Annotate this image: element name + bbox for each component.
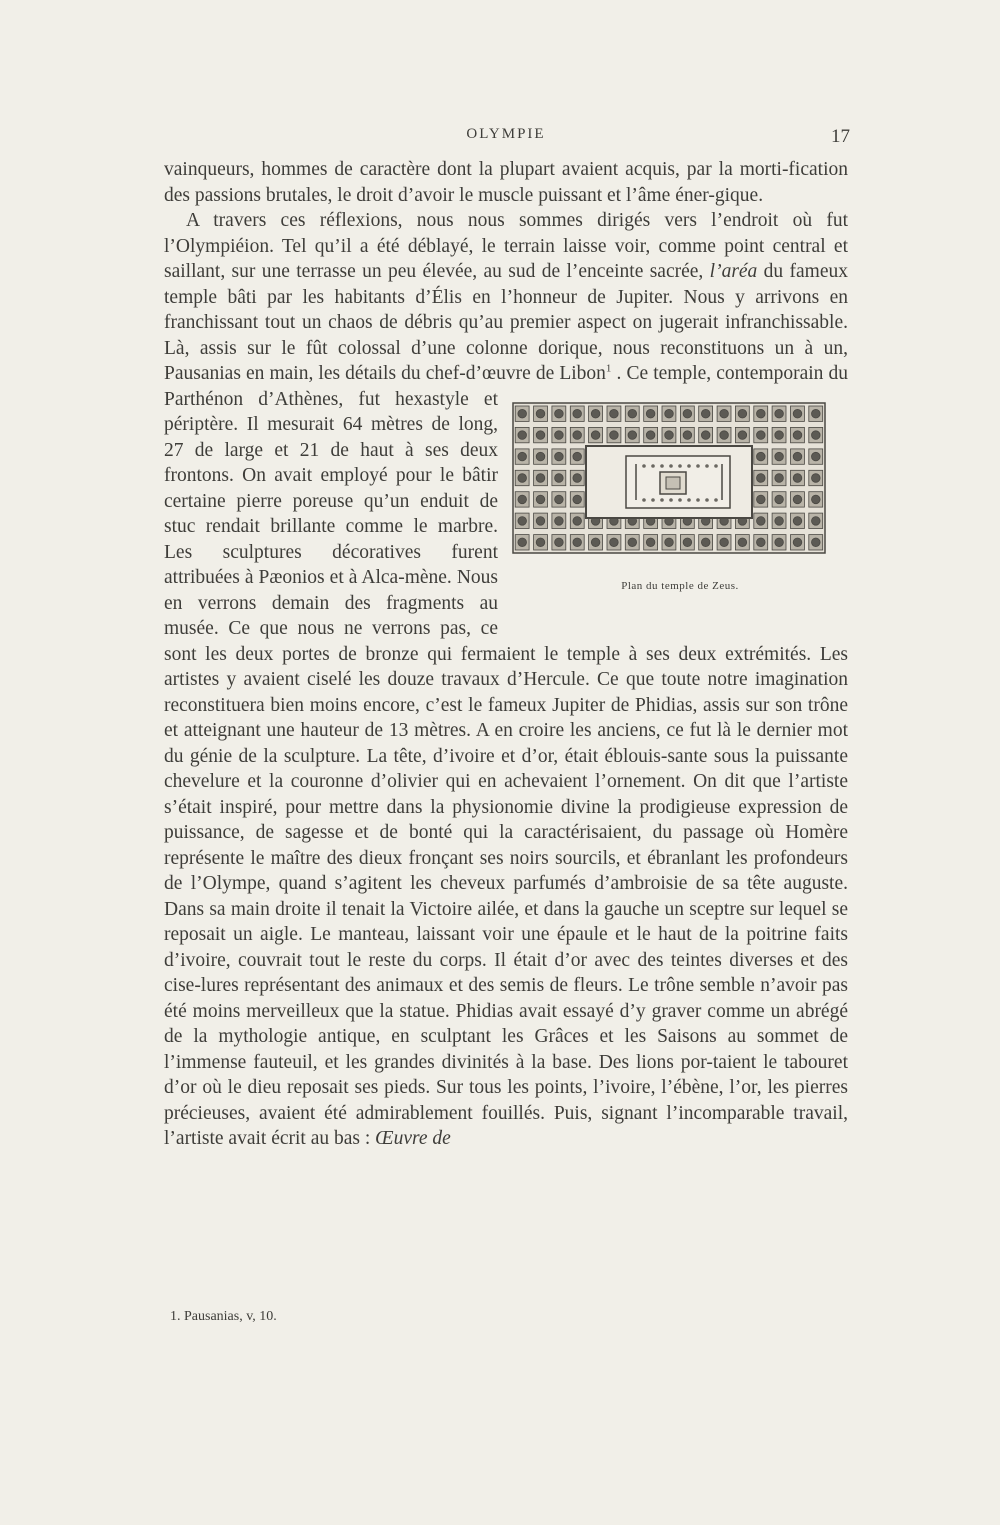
plan-column-dot — [738, 430, 747, 439]
plan-inner-column — [714, 498, 718, 502]
page-number: 17 — [831, 126, 850, 147]
plan-column-dot — [610, 538, 619, 547]
plan-column-dot — [536, 473, 545, 482]
plan-column-dot — [573, 473, 582, 482]
plan-column-dot — [518, 495, 527, 504]
plan-column-dot — [812, 538, 821, 547]
footnote-ref: 1 — [605, 362, 612, 375]
plan-column-dot — [793, 409, 802, 418]
plan-inner-column — [696, 464, 700, 468]
plan-column-dot — [793, 495, 802, 504]
plan-column-dot — [536, 452, 545, 461]
plan-column-dot — [757, 409, 766, 418]
plan-column-dot — [518, 473, 527, 482]
plan-column-dot — [628, 409, 637, 418]
paragraph-2-part-b: du fameux temple bâti par les habitants d’Élis en l’honneur de Jupiter. Nous y arrivons en franchissant tout un chaos de débris qu’au premier aspect on jugerait infranchissable. Là, assis sur le fût colossal d’une colonne dorique, nous reconstituons un à un, Pausanias en main, les détails du chef-d’œuvre de Libon — [164, 261, 848, 384]
plan-column-dot — [793, 516, 802, 525]
plan-column-dot — [555, 473, 564, 482]
plan-column-dot — [536, 538, 545, 547]
plan-inner-column — [660, 464, 664, 468]
plan-column-dot — [793, 473, 802, 482]
plan-column-dot — [775, 516, 784, 525]
plan-column-dot — [555, 495, 564, 504]
plan-column-dot — [757, 452, 766, 461]
plan-column-dot — [812, 516, 821, 525]
footnote: 1. Pausanias, v, 10. — [170, 1309, 277, 1324]
plan-column-dot — [610, 430, 619, 439]
temple-plan-figure — [512, 402, 848, 634]
plan-column-dot — [775, 430, 784, 439]
plan-column-dot — [628, 430, 637, 439]
plan-column-dot — [646, 409, 655, 418]
plan-column-dot — [610, 409, 619, 418]
plan-column-dot — [665, 409, 674, 418]
paragraph-2-part-c: . Ce temple, contemporain du Parthénon d’Athènes, fut hexastyle et périptère. Il mesurait 64 mètres de long, 27 de large et 21 de haut à ses deux frontons. On avait employé pour le bâtir certaine pierre poreuse qu’un enduit de stuc rendait brillante comme le marbre. Les sculptures décoratives furent attribuées à Pæonios et à Alca-mène. Nous en verrons demain des fragments au musée. Ce que nous ne verrons pas, ce sont les deux portes de bronze qui fermaient le temple à ses deux extrémités. Les artistes y avaient ciselé les douze travaux d’Hercule. Ce que toute notre imagination reconstituera bien moins encore, c’est le fameux Jupiter de Phidias, assis sur son trône et atteignant une hauteur de 13 mètres. A en croire les anciens, ce fut là le dernier mot du génie de la sculpture. La tête, d’ivoire et d’or, était éblouis-sante sous la puissante chevelure et la couronne d’olivier qui en achevaient l’ornement. On dit que l’artiste s’était inspiré, pour mettre dans la physionomie divine la prodigieuse expression de puissance, de sagesse et de bonté qui la caractérisaient, du passage où Homère représente le maître des dieux fronçant ses noirs sourcils, et ébranlant les profondeurs de l’Olympe, quand s’agitent les cheveux parfumés d’ambroisie de sa tête auguste. Dans sa main droite il tenait la Victoire ailée, et dans la gauche un sceptre sur lequel se reposait un aigle. Le manteau, laissant voir une épaule et le haut de la poitrine faits d’ivoire, couvrait tout le reste du corps. Il était d’or avec des teintes diverses et des cise-lures représentant des animaux et des semis de fleurs. Le trône semble n’avoir pas été moins merveilleux que la statue. Phidias avait essayé d’y graver comme un abrégé de la mythologie antique, en sculptant les Grâces et les Saisons au sommet de l’immense fauteuil, et les grandes divinités à la base. Des lions por-taient le tabouret d’or où le dieu reposait ses pieds. Sur tous les points, l’ivoire, l’ébène, l’or, les pierres précieuses, avaient été admirablement fouillés. Puis, signant l’incomparable travail, l’artiste avait écrit au bas : — [164, 363, 849, 1149]
plan-column-dot — [757, 430, 766, 439]
plan-column-dot — [573, 538, 582, 547]
plan-column-dot — [573, 409, 582, 418]
plan-inner-column — [678, 498, 682, 502]
plan-inner-column — [642, 498, 646, 502]
plan-column-dot — [518, 452, 527, 461]
plan-column-dot — [757, 538, 766, 547]
plan-column-dot — [812, 430, 821, 439]
plan-column-dot — [775, 538, 784, 547]
plan-column-dot — [518, 409, 527, 418]
plan-column-dot — [518, 516, 527, 525]
plan-column-dot — [555, 430, 564, 439]
plan-column-dot — [536, 516, 545, 525]
plan-column-dot — [757, 516, 766, 525]
plan-column-dot — [775, 495, 784, 504]
paragraph-2-part-a: A travers ces réflexions, nous nous sommes dirigés vers l’endroit où fut l’Olympiéion. Tel qu’il a été déblayé, le terrain laisse voir, comme point central et saillant, sur une terrasse un peu élevée, au sud de l’enceinte sacrée, — [164, 210, 848, 282]
plan-column-dot — [555, 516, 564, 525]
plan-column-dot — [665, 538, 674, 547]
plan-inner-column — [687, 498, 691, 502]
plan-inner-column — [669, 498, 673, 502]
paragraph-2 — [164, 208, 848, 1152]
plan-inner-column — [678, 464, 682, 468]
plan-column-dot — [683, 538, 692, 547]
figure-caption: Plan du temple de Zeus. — [621, 579, 739, 592]
plan-column-dot — [573, 495, 582, 504]
plan-column-dot — [738, 409, 747, 418]
plan-column-dot — [720, 430, 729, 439]
plan-column-dot — [775, 473, 784, 482]
plan-column-dot — [793, 430, 802, 439]
temple-plan-illustration — [512, 402, 826, 554]
plan-column-dot — [536, 495, 545, 504]
plan-column-dot — [536, 430, 545, 439]
main-text — [164, 157, 848, 1152]
plan-inner-column — [705, 498, 709, 502]
plan-column-dot — [701, 538, 710, 547]
plan-column-dot — [628, 538, 637, 547]
plan-inner-column — [651, 498, 655, 502]
plan-column-dot — [701, 430, 710, 439]
plan-column-dot — [555, 452, 564, 461]
plan-inner-column — [651, 464, 655, 468]
plan-column-dot — [775, 409, 784, 418]
plan-inner-column — [705, 464, 709, 468]
plan-column-dot — [646, 538, 655, 547]
plan-column-dot — [720, 409, 729, 418]
running-head — [164, 122, 848, 146]
plan-column-dot — [775, 452, 784, 461]
plan-column-dot — [591, 430, 600, 439]
plan-column-dot — [518, 538, 527, 547]
plan-column-dot — [793, 452, 802, 461]
plan-inner-column — [696, 498, 700, 502]
plan-column-dot — [720, 538, 729, 547]
plan-inner-column — [660, 498, 664, 502]
plan-column-dot — [665, 430, 674, 439]
plan-column-dot — [573, 516, 582, 525]
plan-column-dot — [757, 473, 766, 482]
plan-column-dot — [812, 452, 821, 461]
plan-inner-column — [642, 464, 646, 468]
plan-column-dot — [555, 538, 564, 547]
plan-column-dot — [573, 430, 582, 439]
paragraph-1: vainqueurs, hommes de caractère dont la plupart avaient acquis, par la morti-fication des passions brutales, le droit d’avoir le muscle puissant et l’âme éner-gique. — [164, 159, 848, 206]
area-term: l’aréa — [709, 261, 758, 282]
plan-column-dot — [812, 495, 821, 504]
plan-column-dot — [793, 538, 802, 547]
plan-column-dot — [591, 409, 600, 418]
paragraph-2-end-italic: Œuvre de — [375, 1128, 451, 1149]
plan-inner-column — [669, 464, 673, 468]
plan-column-dot — [646, 430, 655, 439]
plan-column-dot — [812, 473, 821, 482]
running-title: OLYMPIE — [466, 126, 546, 142]
plan-inner-column — [687, 464, 691, 468]
plan-column-dot — [536, 409, 545, 418]
plan-column-dot — [812, 409, 821, 418]
plan-column-dot — [683, 409, 692, 418]
plan-column-dot — [555, 409, 564, 418]
plan-column-dot — [701, 409, 710, 418]
plan-column-dot — [738, 538, 747, 547]
plan-inner-column — [714, 464, 718, 468]
plan-column-dot — [591, 538, 600, 547]
plan-column-dot — [573, 452, 582, 461]
plan-column-dot — [757, 495, 766, 504]
plan-column-dot — [518, 430, 527, 439]
plan-column-dot — [683, 430, 692, 439]
